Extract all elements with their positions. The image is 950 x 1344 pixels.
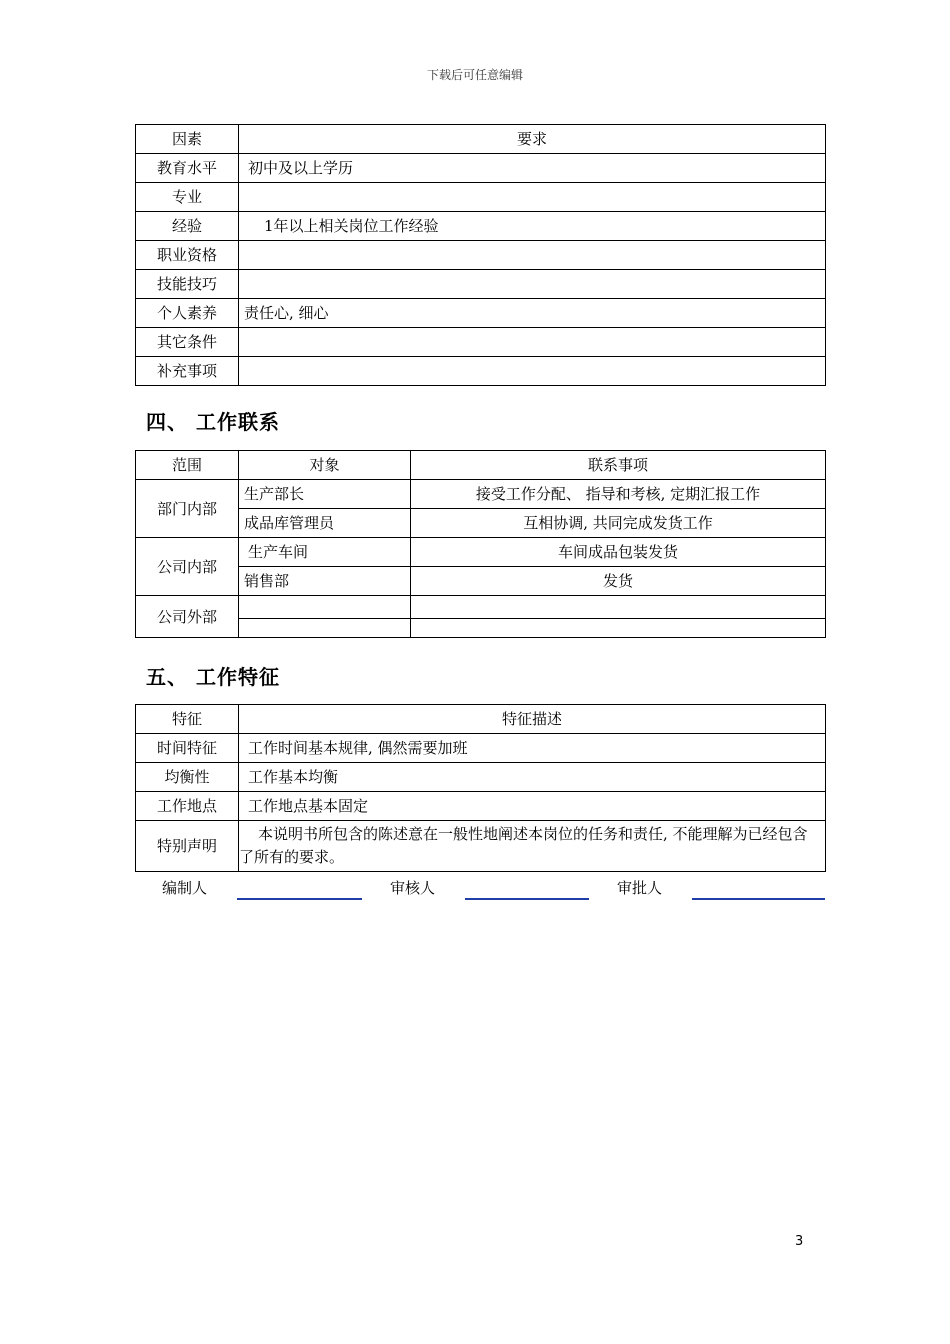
matter-cell: 接受工作分配、 指导和考核, 定期汇报工作 (411, 480, 826, 509)
description-cell: 工作时间基本规律, 偶然需要加班 (239, 734, 826, 763)
requirement-cell: 1年以上相关岗位工作经验 (239, 212, 826, 241)
requirement-cell (239, 270, 826, 299)
table-row (136, 480, 826, 509)
requirement-cell (239, 241, 826, 270)
description-cell: 工作地点基本固定 (239, 792, 826, 821)
table-row (136, 821, 826, 872)
table-header-row (136, 451, 826, 480)
approver-signature-line[interactable] (692, 898, 825, 900)
table-row (136, 270, 826, 299)
description-cell: 本说明书所包含的陈述意在一般性地阐述本岗位的任务和责任, 不能理解为已经包含了所有的要求。 (239, 821, 826, 872)
matter-cell (411, 619, 826, 638)
factor-cell: 其它条件 (136, 328, 239, 357)
target-cell: 销售部 (239, 567, 411, 596)
section-title-work-relations: 四、 工作联系 (146, 410, 280, 434)
requirement-cell (239, 328, 826, 357)
table-row (136, 509, 826, 538)
table-row (136, 212, 826, 241)
scope-cell: 公司内部 (136, 538, 239, 596)
table-row (136, 619, 826, 638)
table-row (136, 328, 826, 357)
table-row (136, 299, 826, 328)
table-row (136, 763, 826, 792)
section-title-work-features: 五、 工作特征 (146, 665, 280, 689)
page-number: 3 (795, 1234, 804, 1249)
target-cell (239, 619, 411, 638)
factor-cell: 专业 (136, 183, 239, 212)
matter-cell: 互相协调, 共同完成发货工作 (411, 509, 826, 538)
work-features-table (135, 704, 826, 872)
target-cell: 生产部长 (239, 480, 411, 509)
table-row (136, 734, 826, 763)
table-row (136, 538, 826, 567)
requirement-cell: 初中及以上学历 (239, 154, 826, 183)
header-cell-description: 特征描述 (239, 705, 826, 734)
header-cell-requirement: 要求 (239, 125, 826, 154)
header-cell-factor: 因素 (136, 125, 239, 154)
page-header-note: 下载后可任意编辑 (426, 68, 523, 82)
factor-cell: 个人素养 (136, 299, 239, 328)
signature-row (135, 877, 825, 903)
factor-cell: 经验 (136, 212, 239, 241)
table-row (136, 241, 826, 270)
matter-cell: 车间成品包装发货 (411, 538, 826, 567)
table-row (136, 567, 826, 596)
factor-cell: 职业资格 (136, 241, 239, 270)
header-cell-feature: 特征 (136, 705, 239, 734)
requirements-table (135, 124, 826, 386)
table-header-row (136, 705, 826, 734)
table-row (136, 357, 826, 386)
matter-cell: 发货 (411, 567, 826, 596)
header-cell-target: 对象 (239, 451, 411, 480)
target-cell: 成品库管理员 (239, 509, 411, 538)
author-signature-line[interactable] (237, 898, 362, 900)
reviewer-label: 审核人 (390, 879, 436, 897)
table-row (136, 792, 826, 821)
feature-cell: 特别声明 (136, 821, 239, 872)
table-header-row (136, 125, 826, 154)
target-cell: 生产车间 (239, 538, 411, 567)
scope-cell: 公司外部 (136, 596, 239, 638)
factor-cell: 教育水平 (136, 154, 239, 183)
target-cell (239, 596, 411, 619)
reviewer-signature-line[interactable] (465, 898, 589, 900)
table-row (136, 183, 826, 212)
header-cell-scope: 范围 (136, 451, 239, 480)
scope-cell: 部门内部 (136, 480, 239, 538)
factor-cell: 补充事项 (136, 357, 239, 386)
header-cell-matter: 联系事项 (411, 451, 826, 480)
feature-cell: 时间特征 (136, 734, 239, 763)
work-relations-table (135, 450, 826, 638)
feature-cell: 工作地点 (136, 792, 239, 821)
requirement-cell (239, 183, 826, 212)
factor-cell: 技能技巧 (136, 270, 239, 299)
author-label: 编制人 (162, 879, 208, 897)
description-cell: 工作基本均衡 (239, 763, 826, 792)
feature-cell: 均衡性 (136, 763, 239, 792)
requirement-cell: 责任心, 细心 (239, 299, 826, 328)
table-row (136, 596, 826, 619)
requirement-cell (239, 357, 826, 386)
matter-cell (411, 596, 826, 619)
approver-label: 审批人 (617, 879, 663, 897)
table-row (136, 154, 826, 183)
